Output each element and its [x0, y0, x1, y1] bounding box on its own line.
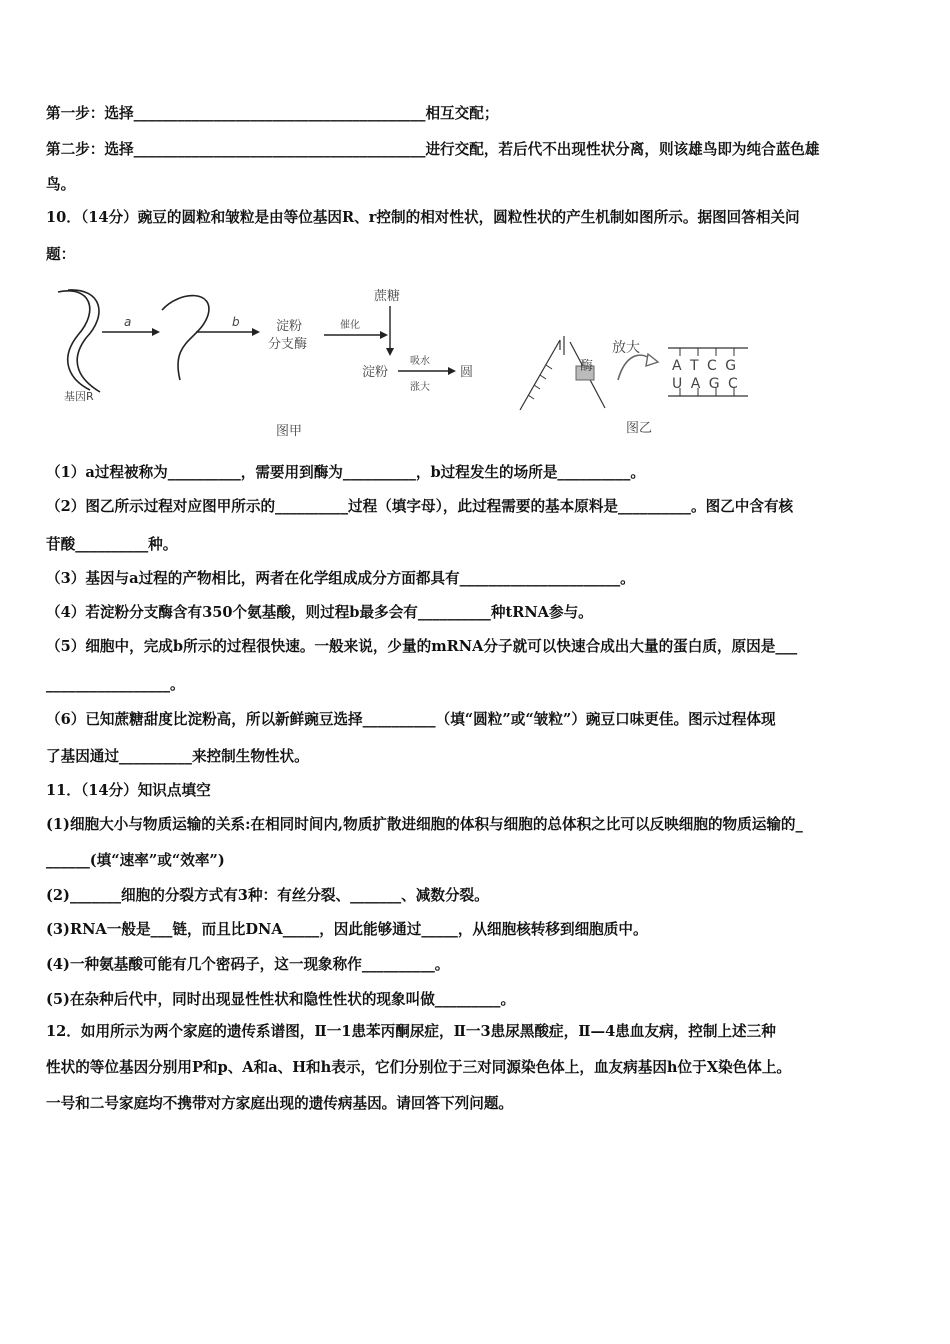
starch-label: 淀粉 [362, 365, 389, 380]
arrow-sucrose-down-head [386, 348, 394, 356]
text-line: 12．如用所示为两个家庭的遗传系谱图，Ⅱ一1患苯丙酮尿症，Ⅱ一3患尿黑酸症，Ⅱ—4患血友病，控制上述三种 [46, 1023, 776, 1040]
text-line: （1）a过程被称为__________，需要用到酶为__________，b过程发生的场所是__________。 [46, 464, 645, 481]
text-line: （3）基因与a过程的产物相比，两者在化学组成成分方面都具有______________________。 [46, 570, 635, 587]
text-line: （2）图乙所示过程对应图甲所示的__________过程（填字母），此过程需要的基本原料是__________。图乙中含有核 [46, 498, 794, 515]
tick [534, 385, 540, 389]
enzyme-label-line2: 分支酶 [268, 337, 308, 352]
text-line: (1)细胞大小与物质运输的关系:在相同时间内,物质扩散进细胞的体积与细胞的总体积之比可以反映细胞的物质运输的_ [46, 816, 803, 833]
enzyme-label-line1: 淀粉 [276, 319, 303, 334]
absorb-label: 吸水 [410, 356, 430, 367]
sucrose-label: 蔗糖 [374, 289, 401, 304]
text-line: _________________。 [46, 676, 185, 693]
text-line: 一号和二号家庭均不携带对方家庭出现的遗传病基因。请回答下列问题。 [46, 1095, 514, 1112]
arrow-b-head [252, 328, 260, 336]
figure-yi [520, 336, 748, 436]
figure-gene-expression [40, 280, 780, 450]
magnify-arrow-head [646, 354, 658, 366]
arrow-absorb-head [448, 367, 456, 375]
text-line: 鸟。 [46, 176, 76, 193]
round-label: 圆 [460, 365, 474, 380]
text-line: (3)RNA一般是___链，而且比DNA_____，因此能够通过_____，从细胞核转移到细胞质中。 [46, 921, 648, 938]
swell-label: 涨大 [410, 382, 430, 393]
text-line: （5）细胞中，完成b所示的过程很快速。一般来说，少量的mRNA分子就可以快速合成出大量的蛋白质，原因是___ [46, 638, 798, 655]
label-a: a [124, 315, 132, 329]
text-line: （6）已知蔗糖甜度比淀粉高，所以新鲜豌豆选择__________（填“圆粒”或“皱粒”）豌豆口味更佳。图示过程体现 [46, 711, 776, 728]
text-line: (4)一种氨基酸可能有几个密码子，这一现象称作__________。 [46, 956, 450, 973]
caption-yi: 图乙 [626, 421, 653, 436]
enzyme-label-yi: 酶 [580, 359, 594, 374]
tick [540, 375, 546, 379]
figure-jia [58, 288, 473, 439]
arrow-catalyze-head [380, 331, 388, 339]
top-bases: A T C G [672, 358, 739, 374]
text-line: （4）若淀粉分支酶含有350个氨基酸，则过程b最多会有__________种tRNA参与。 [46, 604, 593, 621]
tick [546, 365, 552, 369]
arrow-a-head [152, 328, 160, 336]
caption-jia: 图甲 [276, 424, 303, 439]
text-line: 10．（14分）豌豆的圆粒和皱粒是由等位基因R、r控制的相对性状，圆粒性状的产生机制如图所示。据图回答相关问 [46, 209, 800, 226]
text-line: 苷酸__________种。 [46, 536, 178, 553]
magnify-label: 放大 [612, 340, 640, 356]
text-line: 第一步：选择________________________________________相互交配； [46, 105, 499, 122]
text-line: 题： [46, 246, 76, 263]
tick [528, 395, 534, 399]
text-line: 了基因通过__________来控制生物性状。 [46, 748, 309, 765]
bottom-bases: U A G C [672, 376, 740, 392]
mrna-strand [162, 296, 209, 380]
text-line: ______(填“速率”或“效率”) [46, 852, 225, 869]
text-line: 第二步：选择________________________________________进行交配，若后代不出现性状分离，则该雄鸟即为纯合蓝色雄 [46, 141, 820, 158]
text-line: 11．（14分）知识点填空 [46, 782, 211, 799]
figure-svg [40, 280, 780, 450]
text-line: (2)_______细胞的分裂方式有3种：有丝分裂、_______、减数分裂。 [46, 887, 489, 904]
text-line: (5)在杂种后代中，同时出现显性性状和隐性性状的现象叫做_________。 [46, 991, 516, 1008]
label-b: b [232, 315, 240, 329]
text-line: 性状的等位基因分别用P和p、A和a、H和h表示，它们分别位于三对同源染色体上，血友病基因h位于X染色体上。 [46, 1059, 792, 1076]
gene-r-label: 基因R [64, 390, 94, 403]
catalyze-label: 催化 [340, 320, 360, 331]
